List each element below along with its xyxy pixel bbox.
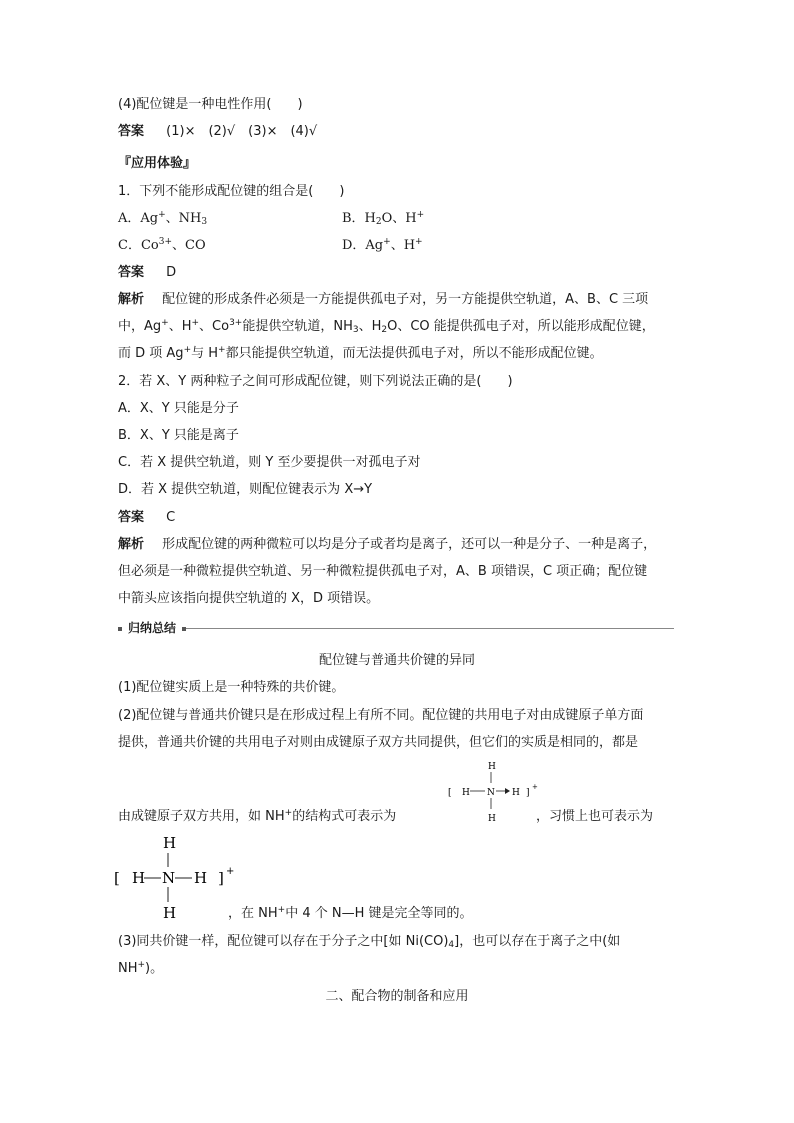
- q1-a-text: A．Ag: [118, 211, 159, 226]
- q1-c-text: C．Co: [118, 238, 159, 253]
- text: ，在 NH: [228, 906, 278, 921]
- atom-h-right: H: [512, 788, 520, 798]
- text: 的结构式可表示为: [292, 809, 397, 824]
- bullet-icon: [118, 627, 122, 631]
- text: 中，Ag: [118, 319, 162, 334]
- atom-h-bottom: H: [488, 814, 496, 824]
- sup-plus: +: [284, 808, 293, 818]
- summary-p3-l2: [118, 960, 163, 978]
- question-4: (4)配位键是一种电性作用( ): [118, 97, 303, 112]
- text: (3)同共价键一样，配位键可以存在于分子之中[如 Ni(CO): [118, 934, 449, 949]
- sup-plus: +: [277, 905, 286, 915]
- analysis-label: 解析: [118, 292, 145, 307]
- nh4-structure-formula-arrow: [440, 756, 550, 826]
- atom-h-top: H: [488, 762, 496, 772]
- summary-p1: (1)配位键实质上是一种特殊的共价键。: [118, 680, 345, 695]
- atom-h-left: H: [132, 869, 146, 887]
- q1-answer: D: [166, 265, 177, 280]
- text: O、CO 能提供孤电子对，所以能形成配位键，: [387, 319, 655, 334]
- q2-option-b: B．X、Y 只能是离子: [118, 428, 239, 443]
- q1-analysis-l3: [118, 345, 603, 363]
- q2-analysis-l1: [118, 536, 656, 554]
- next-section-title: 二、配合物的制备和应用: [325, 989, 469, 1004]
- q1-analysis-l2: [118, 318, 655, 336]
- q2-analysis-l3: 中箭头应该指向提供空轨道的 X，D 项错误。: [118, 591, 380, 606]
- sup-plus: +: [415, 237, 423, 247]
- q2-stem: 2．若 X、Y 两种粒子之间可形成配位键，则下列说法正确的是( ): [118, 374, 513, 389]
- text: 中 4 个 N—H 键是完全等同的。: [285, 906, 473, 921]
- sup-plus: +: [137, 960, 146, 970]
- atom-h-left: H: [462, 788, 470, 798]
- analysis-label: 解析: [118, 537, 145, 552]
- text: ]，也可以存在于离子之中(如: [454, 934, 621, 949]
- sub-4: 4: [448, 940, 455, 950]
- sup-3plus: 3+: [158, 237, 173, 247]
- charge: +: [226, 866, 235, 877]
- atom-n: N: [162, 869, 176, 887]
- charge: +: [532, 783, 538, 791]
- sup-plus: +: [183, 345, 192, 355]
- sup-plus: +: [191, 318, 200, 328]
- q1-option-c: [118, 237, 206, 255]
- sup-plus: +: [416, 210, 425, 220]
- q2-option-a: A．X、Y 只能是分子: [118, 401, 239, 416]
- arrow-icon: [505, 788, 510, 794]
- sub-3: 3: [352, 325, 359, 335]
- bracket-right: ]: [526, 788, 530, 798]
- bracket-left: [: [114, 869, 120, 887]
- text: 而 D 项 Ag: [118, 346, 184, 361]
- text: 、H: [168, 319, 192, 334]
- bracket-right: ]: [218, 869, 224, 887]
- sup-plus: +: [383, 237, 391, 247]
- sup-plus: +: [218, 345, 226, 355]
- q1-d-text: D．Ag: [342, 238, 384, 253]
- text: 与 H: [191, 346, 219, 361]
- answer-label: 答案: [118, 124, 145, 139]
- atom-h-right: H: [194, 869, 208, 887]
- sub-2: 2: [375, 217, 382, 227]
- sup-3plus: 3+: [229, 318, 243, 328]
- sup-plus: +: [158, 210, 166, 220]
- q1-option-b: [342, 210, 424, 228]
- answer-row-top: [118, 123, 317, 141]
- atom-h-top: H: [163, 834, 177, 852]
- atom-h-bottom: H: [163, 904, 177, 922]
- nh4-structure-formula: [112, 832, 242, 922]
- q2-answer-row: [118, 509, 175, 527]
- summary-p2-l1: (2)配位键与普通共价键只是在形成过程上有所不同。配位键的共用电子对由成键原子单方面: [118, 708, 644, 723]
- bracket-left: [: [448, 788, 452, 798]
- answer-label: 答案: [118, 265, 145, 280]
- q1-analysis-l1: [118, 291, 648, 309]
- summary-p2-l3a: [118, 808, 396, 826]
- summary-label: [118, 619, 186, 637]
- summary-title: 配位键与普通共价键的异同: [318, 653, 475, 668]
- text: 由成键原子双方共用，如 NH: [118, 809, 285, 824]
- q2-answer: C: [166, 510, 176, 525]
- sub-3: 3: [201, 217, 208, 227]
- q1-d-text2: 、H: [390, 238, 416, 253]
- q2-analysis-l2: 但必须是一种微粒提供空轨道、另一种微粒提供孤电子对，A、B 项错误，C 项正确；配位键: [118, 564, 648, 579]
- text: 能提供空轨道，NH: [242, 319, 353, 334]
- q1-option-a: [118, 210, 207, 228]
- text: )。: [145, 961, 164, 976]
- q1-b-text: B．H: [342, 211, 376, 226]
- summary-p2-l4: [228, 905, 473, 923]
- summary-p2-l2: 提供，普通共价键的共用电子对则由成键原子双方共同提供，但它们的实质是相同的，都是: [118, 735, 639, 750]
- text: 、H: [358, 319, 382, 334]
- sub-2: 2: [381, 325, 388, 335]
- answer-label: 答案: [118, 510, 145, 525]
- text: NH: [118, 961, 138, 976]
- q2-option-d: D．若 X 提供空轨道，则配位键表示为 X→Y: [118, 482, 373, 497]
- summary-divider: [186, 628, 674, 629]
- summary-p3-l1: [118, 933, 620, 951]
- q1-option-d: [342, 237, 423, 255]
- q2-option-c: C．若 X 提供空轨道，则 Y 至少要提供一对孤电子对: [118, 455, 421, 470]
- text: 都只能提供空轨道，而无法提供孤电子对，所以不能形成配位键。: [225, 346, 603, 361]
- summary-label-text: 归纳总结: [128, 621, 177, 635]
- q1-stem: 1．下列不能形成配位键的组合是( ): [118, 184, 345, 199]
- q1-answer-row: [118, 264, 176, 282]
- q1-b-text2: O、H: [381, 211, 417, 226]
- sup-plus: +: [161, 318, 169, 328]
- answer-text: (1)× (2)√ (3)× (4)√: [166, 124, 318, 139]
- q2-analysis-text1: 形成配位键的两种微粒可以均是分子或者均是离子，还可以一种是分子、一种是离子，: [162, 537, 657, 552]
- atom-n: N: [487, 788, 495, 798]
- q1-c-text2: 、CO: [172, 238, 206, 253]
- q1-analysis-text1: 配位键的形成条件必须是一方能提供孤电子对，另一方能提供空轨道，A、B、C 三项: [162, 292, 649, 307]
- section-title: 『应用体验』: [118, 156, 197, 171]
- q1-a-text2: 、NH: [165, 211, 202, 226]
- summary-p2-l3c: ，习惯上也可表示为: [536, 809, 654, 824]
- text: 、Co: [199, 319, 230, 334]
